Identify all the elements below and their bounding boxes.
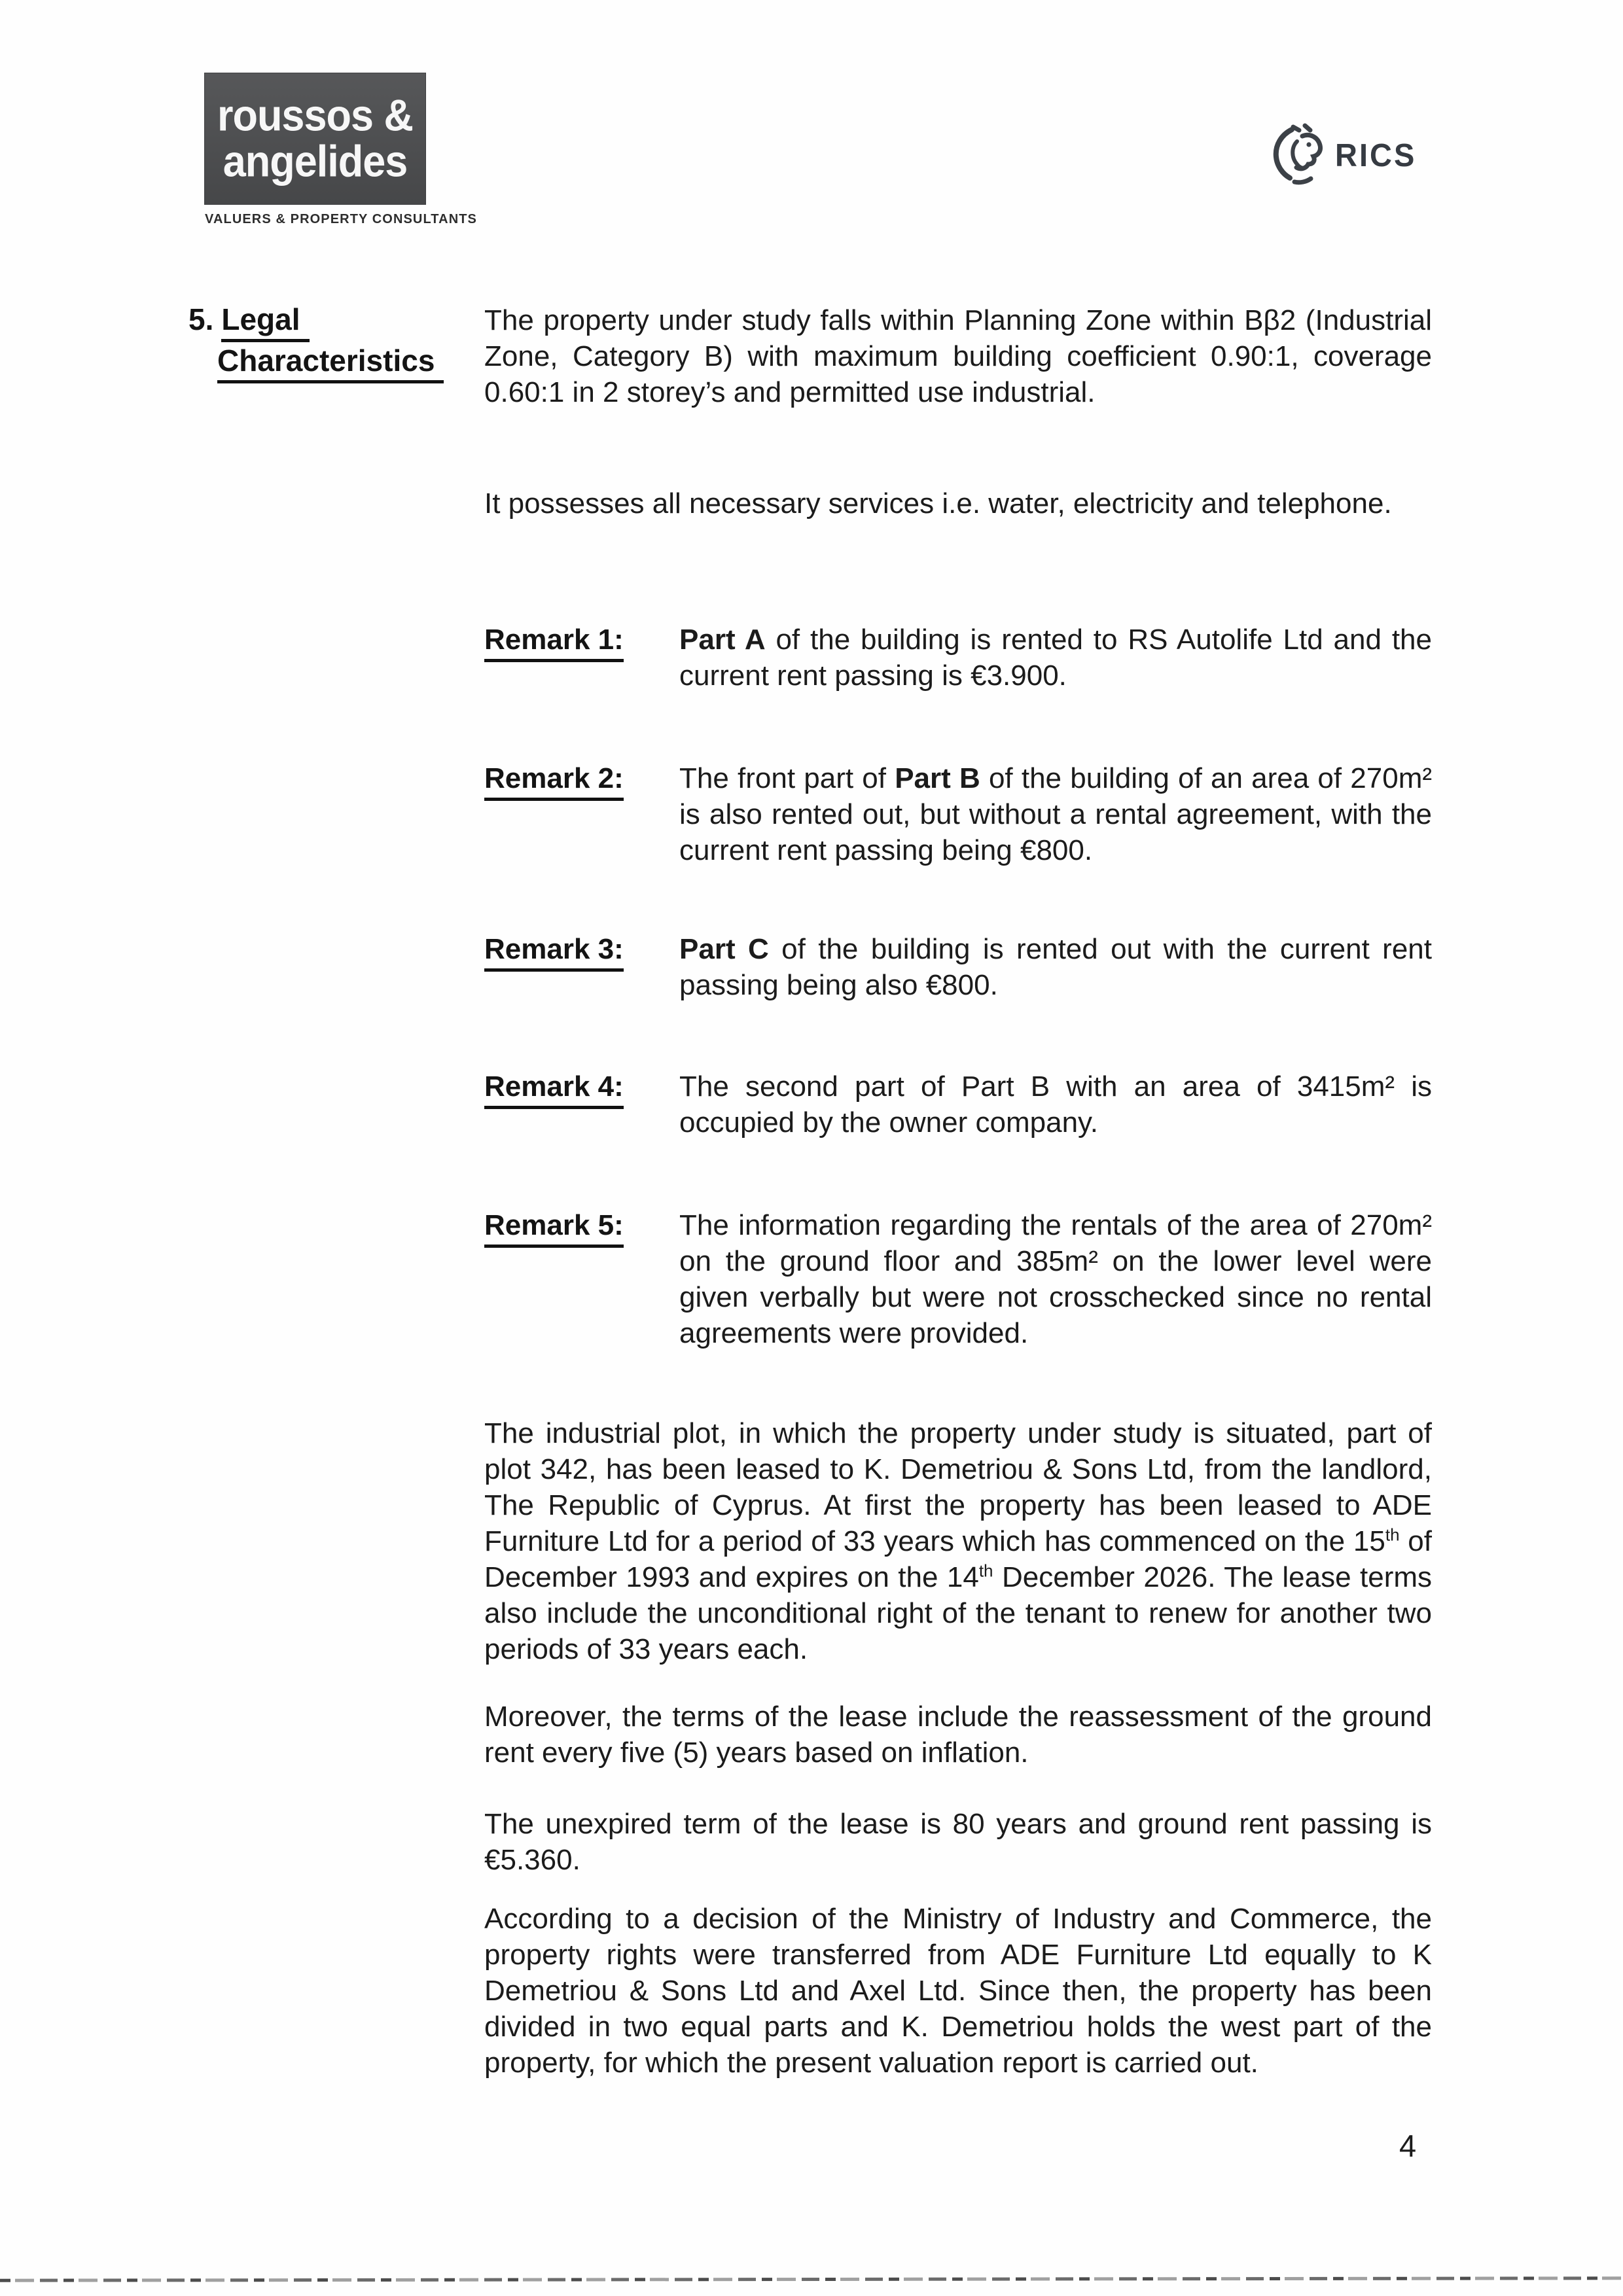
remark-4-label: Remark 4: xyxy=(484,1069,624,1109)
page-number: 4 xyxy=(1399,2128,1417,2163)
remark-2-label: Remark 2: xyxy=(484,760,624,801)
logo-line-2: angelides xyxy=(223,137,408,186)
paragraph-lease-history: The industrial plot, in which the property under study is situated, part of plot 342, has been leased to K. Demetriou & Sons Ltd, from the landlord, The Republic of Cyprus. At first the property has been leased to ADE Furniture Ltd for a period of 33 years which has commenced on the 15th of December 1993 and expires on the 14th December 2026. The lease terms also include the unconditional right of the tenant to renew for another two periods of 33 years each. xyxy=(484,1417,1433,1665)
paragraph-services: It possesses all necessary services i.e. water, electricity and telephone. xyxy=(484,487,1392,520)
remark-row-2 xyxy=(484,760,1432,868)
remark-row-3 xyxy=(484,931,1432,1003)
paragraph-unexpired-term: The unexpired term of the lease is 80 years and ground rent passing is €5.360. xyxy=(484,1808,1432,1876)
superscript-th: th xyxy=(1385,1525,1400,1545)
remark-1-text: Part A of the building is rented to RS Autolife Ltd and the current rent passing is €3.900. xyxy=(679,624,1432,692)
section-title-word-1: Legal xyxy=(221,301,309,342)
section-number: 5. xyxy=(188,302,214,336)
remark-2-text: The front part of Part B of the building of an area of 270m² is also rented out, but without a rental agreement, with the current rent passing being €800. xyxy=(679,762,1433,866)
paragraph-rent-reassessment: Moreover, the terms of the lease include the reassessment of the ground rent every five (5) years based on inflation. xyxy=(484,1701,1432,1769)
remark-3-text: Part C of the building is rented out with the current rent passing being also €800. xyxy=(679,933,1433,1001)
section-heading-line-2 xyxy=(217,342,490,383)
rics-logo xyxy=(1270,123,1416,186)
section-title-word-2: Characteristics xyxy=(217,342,444,383)
section-heading xyxy=(188,301,490,383)
rics-lion-icon xyxy=(1270,123,1330,186)
scan-edge-artifact xyxy=(0,2276,1623,2282)
remark-row-4 xyxy=(484,1069,1432,1140)
company-logo xyxy=(205,73,425,204)
superscript-th: th xyxy=(978,1561,993,1581)
paragraph-planning-zone: The property under study falls within Planning Zone within Bβ2 (Industrial Zone, Category B) with maximum building coefficient 0.90:1, coverage 0.60:1 in 2 storey’s and permitted use industrial. xyxy=(484,304,1432,408)
paragraph-ministry-decision: According to a decision of the Ministry of Industry and Commerce, the property rights were transferred from ADE Furniture Ltd equally to K Demetriou & Sons Ltd and Axel Ltd. Since then, the property has been divided in two equal parts and K. Demetriou holds the west part of the property, for which the present valuation report is carried out. xyxy=(484,1903,1432,2079)
rics-wordmark: RICS xyxy=(1335,136,1417,173)
logo-tagline: VALUERS & PROPERTY CONSULTANTS xyxy=(205,212,477,226)
remark-row-5 xyxy=(484,1207,1432,1351)
section-heading-line-1 xyxy=(188,301,490,342)
logo-line-1: roussos & xyxy=(217,91,414,141)
remark-5-text: The information regarding the rentals of the area of 270m² on the ground floor and 385m² on the lower level were given verbally but were not crosschecked since no rental agreements were provided. xyxy=(679,1209,1432,1349)
remark-5-label: Remark 5: xyxy=(484,1207,624,1248)
remark-row-1 xyxy=(484,622,1432,694)
remark-1-label: Remark 1: xyxy=(484,622,624,662)
remark-3-label: Remark 3: xyxy=(484,931,624,972)
remark-4-text: The second part of Part B with an area of 3415m² is occupied by the owner company. xyxy=(679,1070,1432,1139)
